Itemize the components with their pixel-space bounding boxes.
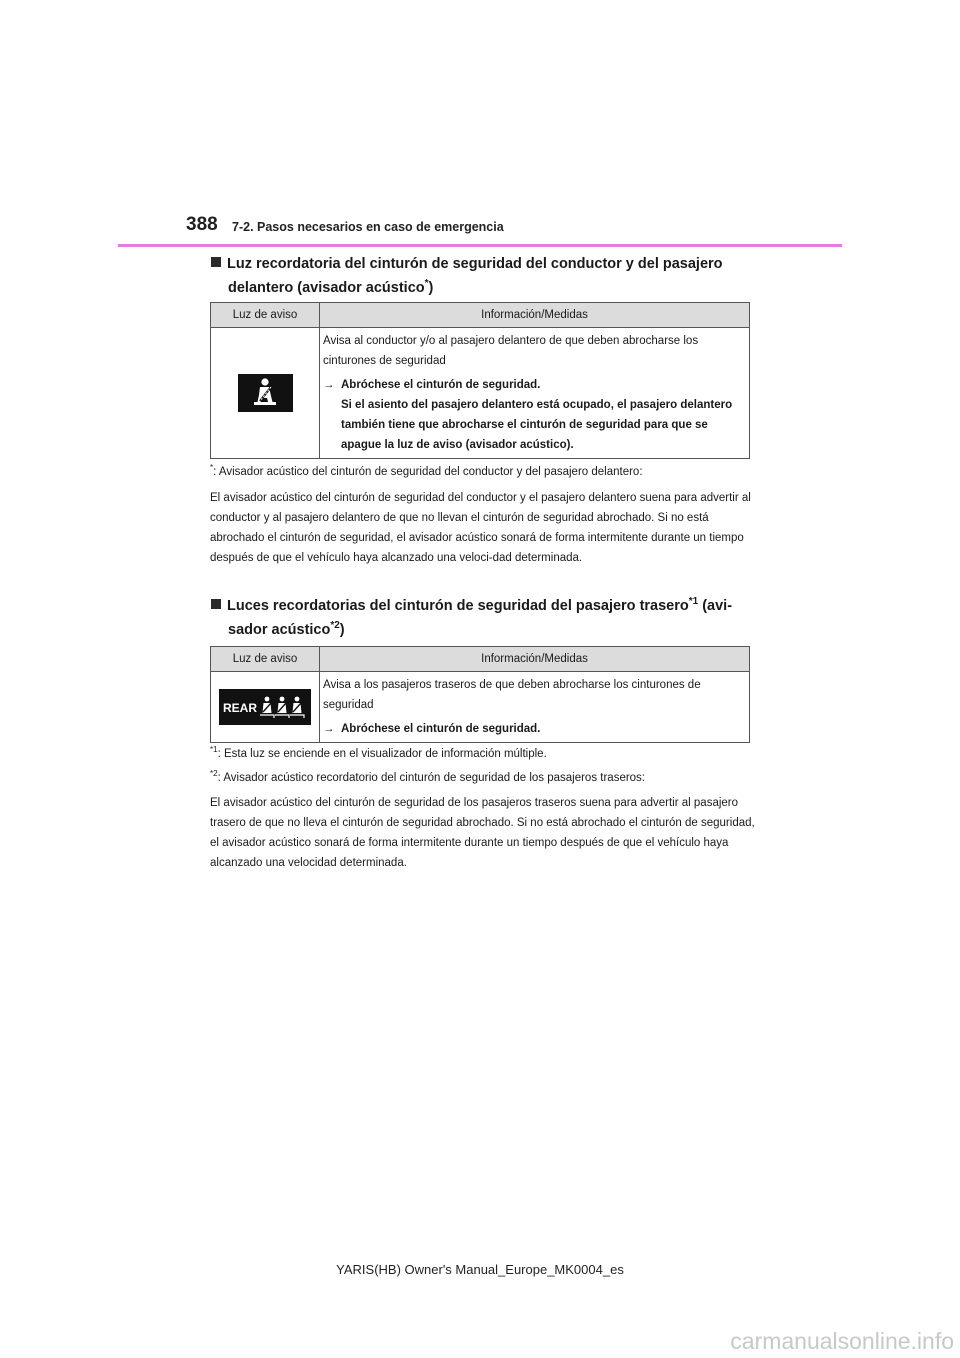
footnote [210,744,755,764]
column-header-info: Información/Medidas [320,647,750,672]
warning-description: Avisa al conductor y/o al pasajero delantero de que deben abrocharse los cinturones de seguridad [323,335,699,367]
rear-seatbelt-warning-icon [219,689,311,725]
footnote [210,462,755,482]
footnote-text: : Avisador acústico recordatorio del cinturón de seguridad de los pasajeros traseros: [217,772,646,784]
icon-cell [211,672,320,743]
footnote-mark: *2 [210,769,218,778]
arrow-right-icon: → [323,723,335,735]
header-divider [118,244,842,247]
action-line: Si el asiento del pasajero delantero está ocupado, el pasajero delantero también tiene que abrocharse el cinturón de seguridad para que se apague la luz de aviso (avisador acústico). [341,399,733,451]
column-header-light: Luz de aviso [211,647,320,672]
footnote-mark: * [210,463,214,472]
section1-heading-line2: delantero (avisador acústico [228,280,425,296]
section1-heading-line1: Luz recordatoria del cinturón de seguridad del conductor y del pasajero [227,256,723,272]
section1-table [210,302,750,459]
action-item [323,375,745,455]
footnote-marker: * [424,278,429,289]
section2-heading [211,594,771,642]
square-bullet-icon [211,257,221,267]
rear-label: REAR [223,701,258,715]
section-title: 7-2. Pasos necesarios en caso de emergencia [232,220,504,234]
footnote-mark: *1 [210,745,218,754]
column-header-info: Información/Medidas [320,303,750,328]
heading-close-paren: ) [428,280,434,296]
square-bullet-icon [211,599,221,609]
action-line: Abróchese el cinturón de seguridad. [341,379,541,391]
manual-footer: YARIS(HB) Owner's Manual_Europe_MK0004_es [336,1262,624,1277]
heading-close-paren: ) [339,622,345,638]
watermark: carmanualsonline.info [730,1328,954,1354]
footnote-text: : Esta luz se enciende en el visualizador de información múltiple. [217,748,547,760]
section2-heading-line1: Luces recordatorias del cinturón de seguridad del pasajero trasero [227,598,689,614]
section1-paragraph: El avisador acústico del cinturón de seguridad del conductor y el pasajero delantero suena para advertir al conductor y al pasajero delantero de que no llevan el cinturón de seguridad abrochado. Si no está abrochado el cinturón de seguridad, el avisador acústico sonará de forma intermitente durante un tiempo después de que el vehículo haya alcanzado una veloci-dad determinada. [210,492,751,564]
footnote [210,768,755,788]
warning-description: Avisa a los pasajeros traseros de que deben abrocharse los cinturones de seguridad [323,679,701,711]
action-item [323,719,745,739]
icon-cell [211,328,320,459]
section2-paragraph: El avisador acústico del cinturón de seguridad de los pasajeros traseros suena para advertir al pasajero trasero de que no lleva el cinturón de seguridad abrochado. Si no está abrochado el cinturón de seguridad, el avisador acústico sonará de forma intermitente durante un tiempo después de que el vehículo haya alcanzado una velocidad determinada. [210,797,755,869]
arrow-right-icon: → [323,379,335,391]
section2-table [210,646,750,743]
footnote-marker: *2 [330,620,340,631]
action-line: Abróchese el cinturón de seguridad. [341,723,541,735]
column-header-light: Luz de aviso [211,303,320,328]
page-number: 388 [186,214,218,235]
footnote-text: : Avisador acústico del cinturón de seguridad del conductor y del pasajero delantero: [213,466,643,478]
section2-heading-line2: sador acústico [228,622,331,638]
info-cell [320,672,750,743]
footnote-marker: *1 [688,596,699,607]
seatbelt-warning-icon [238,374,293,412]
section2-heading-line1-end: (avi- [698,598,733,614]
section1-heading [211,252,771,300]
info-cell [320,328,750,459]
